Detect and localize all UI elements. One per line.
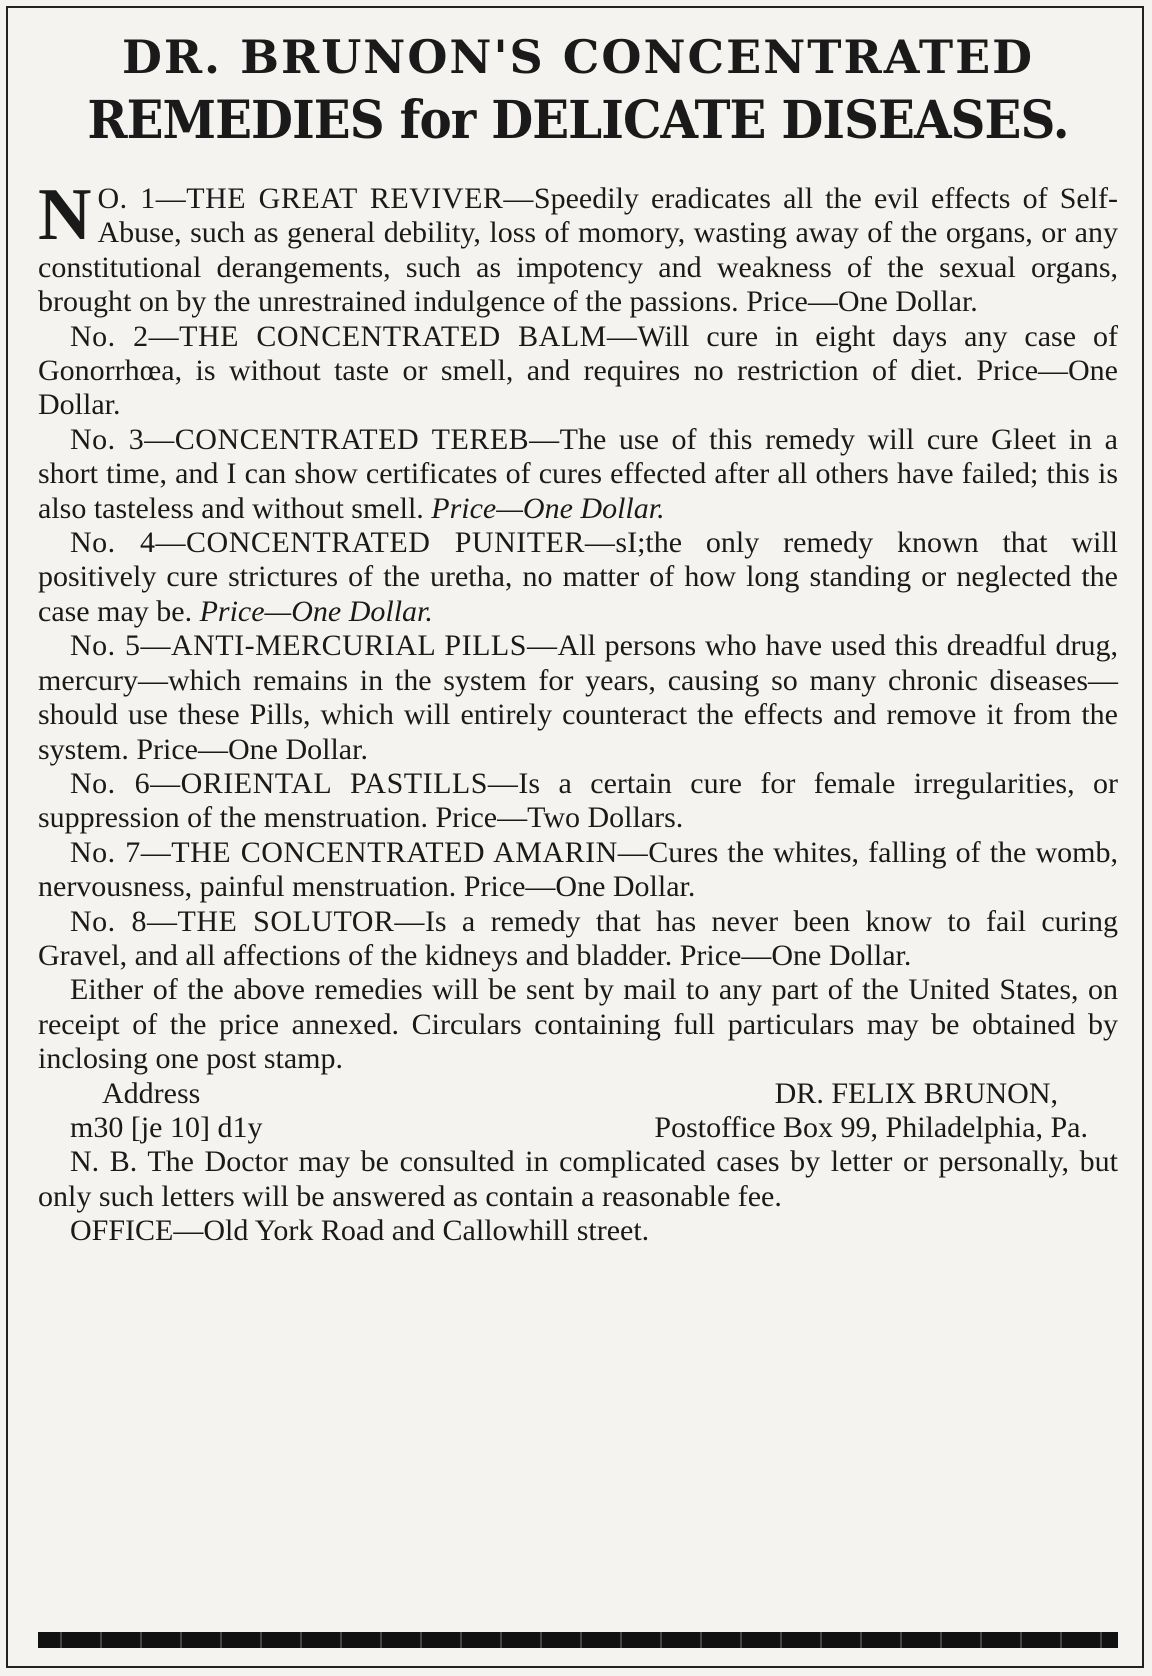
remedy-3 — [38, 423, 1118, 526]
headline-main: REMEDIES for DELICATE DISEASES. — [87, 90, 1069, 151]
remedy-text: Is a remedy that has never been know to fail curing Gravel, and all affections of the kidneys and bladder. — [38, 904, 1118, 972]
doctor-name: DR. FELIX BRUNON, — [774, 1076, 1058, 1110]
remedy-title: No. 6—ORIENTAL PASTILLS— — [70, 766, 519, 800]
postoffice-line — [38, 1111, 1118, 1145]
postoffice-box: Postoffice Box 99, Philadelphia, Pa. — [654, 1110, 1088, 1144]
headline-top: DR. BRUNON'S CONCENTRATED — [121, 30, 1035, 84]
remedy-title: No. 2—THE CONCENTRATED BALM— — [70, 319, 638, 353]
remedy-8 — [38, 905, 1118, 974]
remedy-7 — [38, 836, 1118, 905]
bottom-rule — [38, 1632, 1118, 1648]
remedy-title: No. 8—THE SOLUTOR— — [70, 904, 425, 938]
remedy-price: Price—One Dollar. — [136, 732, 368, 766]
remedy-price: Price—One Dollar. — [746, 285, 978, 319]
remedy-text: sI;the only remedy known that will positively cure strictures of the uretha, no matter of how long standing or neglected the case may be. — [38, 526, 1118, 628]
address-line — [38, 1077, 1118, 1111]
remedy-price: Price—Two Dollars. — [435, 801, 684, 835]
remedy-1 — [38, 174, 1119, 320]
remedy-title: No. 7—THE CONCENTRATED AMARIN— — [70, 835, 649, 869]
remedy-price: Price—One Dollar. — [463, 870, 696, 904]
remedy-text: All persons who have used this dreadful drug, mercury—which remains in the system for years, causing so many chronic diseases—should use these Pills, which will entirely counteract the effects and remove it from the system. — [38, 629, 1119, 766]
remedy-text: Is a certain cure for female irregularities, or suppression of the menstruation. — [38, 766, 1118, 835]
advertisement-body — [38, 174, 1119, 1249]
remedy-text: Speedily eradicates all the evil effects of Self-Abuse, such as general debility, loss of momory, wasting away of the organs, or any constitutional derangements, such as impotency and weakness of the sexual organs, brought on by the unrestrained indulgence of the passions. — [38, 182, 1119, 319]
office-address: OFFICE—Old York Road and Callowhill street. — [70, 1214, 650, 1248]
remedy-price: Price—One Dollar. — [199, 594, 433, 628]
remedy-2 — [38, 320, 1118, 423]
advertisement-column — [38, 28, 1118, 1249]
remedy-text: The use of this remedy will cure Gleet in a short time, and I can show certificates of cures effected after all others have failed; this is also tasteless and without smell. — [38, 422, 1118, 525]
advertisement-frame — [6, 6, 1144, 1668]
nb-notice: N. B. The Doctor may be consulted in complicated cases by letter or personally, but only such letters will be answered as contain a reasonable fee. — [38, 1145, 1118, 1213]
remedy-4 — [38, 526, 1118, 629]
mail-notice: Either of the above remedies will be sent by mail to any part of the United States, on receipt of the price annexed. Circulars containing full particulars may be obtained by inclosing one post stamp. — [38, 973, 1118, 1076]
drop-cap: N — [38, 174, 92, 256]
insertion-code: m30 [je 10] d1y — [70, 1110, 263, 1144]
remedy-title: O. 1—THE GREAT REVIVER— — [97, 182, 534, 215]
remedy-text: Will cure in eight days any case of Gonorrhœa, is without taste or smell, and requires no restriction of diet. — [38, 319, 1118, 388]
address-label: Address — [102, 1076, 201, 1110]
remedy-title: No. 4—CONCENTRATED PUNITER— — [70, 526, 616, 560]
remedy-5 — [38, 629, 1118, 767]
remedy-price: Price—One Dollar. — [679, 938, 912, 972]
remedy-title: No. 3—CONCENTRATED TEREB— — [70, 422, 560, 456]
remedy-6 — [38, 767, 1118, 836]
remedy-price: Price—One Dollar. — [38, 354, 1118, 422]
remedy-text: Cures the whites, falling of the womb, nervousness, painful menstruation. — [38, 835, 1119, 904]
remedy-title: No. 5—ANTI-MERCURIAL PILLS— — [70, 629, 558, 663]
remedy-price: Price—One Dollar. — [431, 491, 665, 525]
